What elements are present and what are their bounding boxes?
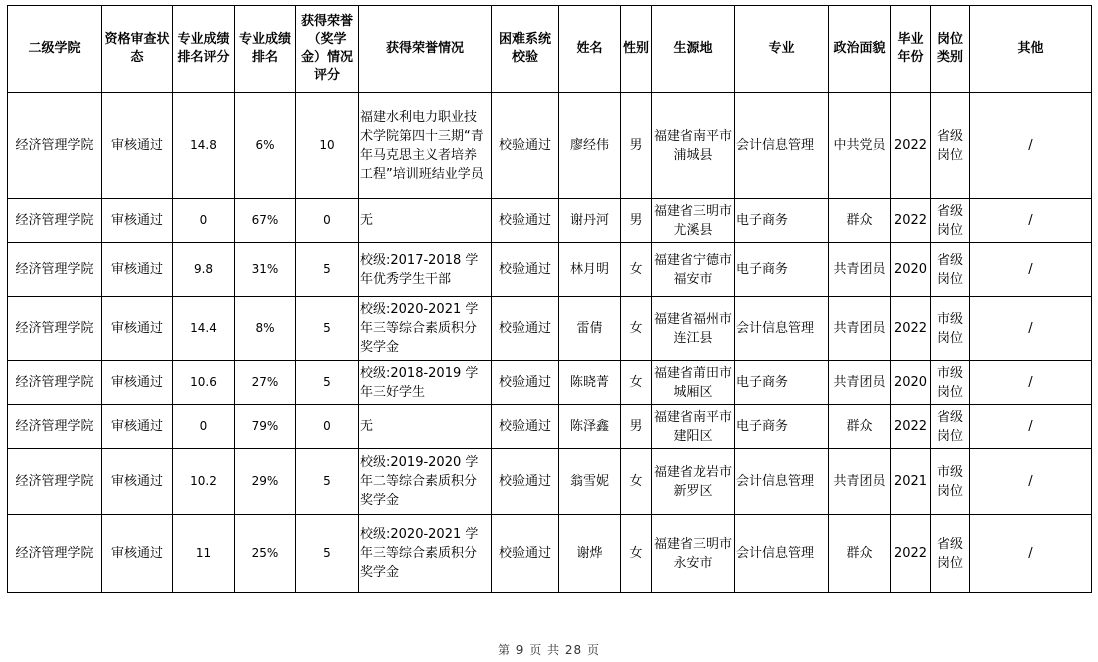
footer-middle: 页 共 [529,643,561,657]
cell-honor-score: 0 [296,199,359,243]
cell-other: / [970,515,1092,593]
cell-rank: 31% [235,243,296,297]
header-rank: 专业成绩排名 [235,6,296,93]
cell-rank: 29% [235,449,296,515]
candidate-table [7,5,1092,593]
header-origin: 生源地 [652,6,735,93]
cell-rank: 27% [235,361,296,405]
cell-honors: 校级:2017-2018 学年优秀学生干部 [359,243,492,297]
cell-college: 经济管理学院 [8,199,102,243]
cell-major: 电子商务 [735,199,829,243]
cell-other: / [970,243,1092,297]
cell-honors: 校级:2020-2021 学年三等综合素质积分奖学金 [359,297,492,361]
cell-rank-score: 10.2 [173,449,235,515]
cell-college: 经济管理学院 [8,405,102,449]
header-major: 专业 [735,6,829,93]
cell-post-type: 市级岗位 [931,297,970,361]
header-rank-score: 专业成绩排名评分 [173,6,235,93]
header-honors: 获得荣誉情况 [359,6,492,93]
cell-name: 廖经伟 [559,93,621,199]
cell-rank-score: 11 [173,515,235,593]
cell-gender: 女 [621,449,652,515]
cell-rank-score: 0 [173,405,235,449]
cell-review-status: 审核通过 [102,405,173,449]
cell-review-status: 审核通过 [102,199,173,243]
cell-hardship-check: 校验通过 [492,93,559,199]
table-body [8,93,1092,593]
cell-post-type: 省级岗位 [931,405,970,449]
cell-honors: 福建水利电力职业技术学院第四十三期“青年马克思主义者培养工程”培训班结业学员 [359,93,492,199]
cell-honors: 无 [359,405,492,449]
cell-origin: 福建省龙岩市新罗区 [652,449,735,515]
cell-college: 经济管理学院 [8,93,102,199]
cell-rank-score: 10.6 [173,361,235,405]
cell-origin: 福建省宁德市福安市 [652,243,735,297]
cell-hardship-check: 校验通过 [492,199,559,243]
cell-college: 经济管理学院 [8,361,102,405]
cell-rank-score: 14.4 [173,297,235,361]
cell-political-status: 群众 [829,199,891,243]
header-review-status: 资格审查状态 [102,6,173,93]
cell-gender: 男 [621,405,652,449]
cell-other: / [970,297,1092,361]
cell-grad-year: 2020 [891,243,931,297]
cell-college: 经济管理学院 [8,297,102,361]
table-row [8,361,1092,405]
cell-other: / [970,405,1092,449]
cell-gender: 男 [621,199,652,243]
table-row [8,199,1092,243]
cell-major: 会计信息管理 [735,93,829,199]
cell-name: 翁雪妮 [559,449,621,515]
cell-honor-score: 5 [296,449,359,515]
cell-honor-score: 10 [296,93,359,199]
cell-gender: 女 [621,361,652,405]
cell-name: 陈晓菁 [559,361,621,405]
cell-rank-score: 9.8 [173,243,235,297]
table-row [8,297,1092,361]
cell-rank-score: 0 [173,199,235,243]
cell-hardship-check: 校验通过 [492,297,559,361]
table-header-row [8,6,1092,93]
cell-post-type: 市级岗位 [931,449,970,515]
cell-college: 经济管理学院 [8,515,102,593]
table-row [8,515,1092,593]
cell-gender: 女 [621,243,652,297]
cell-major: 电子商务 [735,361,829,405]
header-honor-score: 获得荣誉（奖学金）情况评分 [296,6,359,93]
table-row [8,243,1092,297]
header-other: 其他 [970,6,1092,93]
cell-political-status: 群众 [829,405,891,449]
cell-rank: 8% [235,297,296,361]
cell-other: / [970,361,1092,405]
cell-political-status: 共青团员 [829,449,891,515]
cell-major: 会计信息管理 [735,449,829,515]
cell-post-type: 省级岗位 [931,515,970,593]
cell-gender: 女 [621,515,652,593]
cell-major: 会计信息管理 [735,297,829,361]
cell-rank: 25% [235,515,296,593]
cell-grad-year: 2022 [891,93,931,199]
page-footer [0,641,1098,658]
table-row [8,93,1092,199]
cell-name: 陈泽鑫 [559,405,621,449]
table-row [8,405,1092,449]
cell-college: 经济管理学院 [8,243,102,297]
cell-review-status: 审核通过 [102,243,173,297]
cell-grad-year: 2022 [891,199,931,243]
cell-honor-score: 0 [296,405,359,449]
header-grad-year: 毕业年份 [891,6,931,93]
cell-hardship-check: 校验通过 [492,515,559,593]
header-political-status: 政治面貌 [829,6,891,93]
cell-rank-score: 14.8 [173,93,235,199]
cell-rank: 6% [235,93,296,199]
footer-suffix: 页 [587,643,601,657]
header-name: 姓名 [559,6,621,93]
header-gender: 性别 [621,6,652,93]
cell-rank: 79% [235,405,296,449]
cell-review-status: 审核通过 [102,515,173,593]
cell-grad-year: 2020 [891,361,931,405]
header-college: 二级学院 [8,6,102,93]
cell-other: / [970,449,1092,515]
cell-post-type: 省级岗位 [931,93,970,199]
cell-origin: 福建省三明市永安市 [652,515,735,593]
cell-grad-year: 2021 [891,449,931,515]
cell-hardship-check: 校验通过 [492,405,559,449]
cell-review-status: 审核通过 [102,93,173,199]
header-post-type: 岗位类别 [931,6,970,93]
footer-prefix: 第 [497,643,511,657]
cell-major: 电子商务 [735,405,829,449]
cell-political-status: 共青团员 [829,297,891,361]
cell-post-type: 省级岗位 [931,199,970,243]
cell-honor-score: 5 [296,297,359,361]
cell-post-type: 省级岗位 [931,243,970,297]
cell-name: 谢烨 [559,515,621,593]
cell-post-type: 市级岗位 [931,361,970,405]
cell-name: 雷倩 [559,297,621,361]
cell-honor-score: 5 [296,361,359,405]
cell-major: 会计信息管理 [735,515,829,593]
cell-name: 谢丹河 [559,199,621,243]
cell-honor-score: 5 [296,515,359,593]
cell-grad-year: 2022 [891,297,931,361]
footer-page-number: 9 [515,643,525,657]
cell-origin: 福建省南平市建阳区 [652,405,735,449]
cell-political-status: 中共党员 [829,93,891,199]
header-hardship-check: 困难系统校验 [492,6,559,93]
cell-college: 经济管理学院 [8,449,102,515]
cell-hardship-check: 校验通过 [492,449,559,515]
cell-gender: 男 [621,93,652,199]
cell-political-status: 群众 [829,515,891,593]
cell-grad-year: 2022 [891,405,931,449]
cell-honors: 校级:2019-2020 学年二等综合素质积分奖学金 [359,449,492,515]
cell-origin: 福建省三明市尤溪县 [652,199,735,243]
cell-other: / [970,93,1092,199]
cell-honors: 无 [359,199,492,243]
cell-name: 林月明 [559,243,621,297]
cell-origin: 福建省莆田市城厢区 [652,361,735,405]
cell-hardship-check: 校验通过 [492,361,559,405]
table-row [8,449,1092,515]
cell-review-status: 审核通过 [102,449,173,515]
cell-political-status: 共青团员 [829,243,891,297]
cell-honors: 校级:2020-2021 学年三等综合素质积分奖学金 [359,515,492,593]
cell-other: / [970,199,1092,243]
cell-political-status: 共青团员 [829,361,891,405]
footer-total-pages: 28 [564,643,583,657]
cell-gender: 女 [621,297,652,361]
cell-honors: 校级:2018-2019 学年三好学生 [359,361,492,405]
cell-hardship-check: 校验通过 [492,243,559,297]
cell-honor-score: 5 [296,243,359,297]
cell-review-status: 审核通过 [102,361,173,405]
cell-review-status: 审核通过 [102,297,173,361]
cell-grad-year: 2022 [891,515,931,593]
cell-origin: 福建省福州市连江县 [652,297,735,361]
cell-rank: 67% [235,199,296,243]
cell-origin: 福建省南平市浦城县 [652,93,735,199]
cell-major: 电子商务 [735,243,829,297]
